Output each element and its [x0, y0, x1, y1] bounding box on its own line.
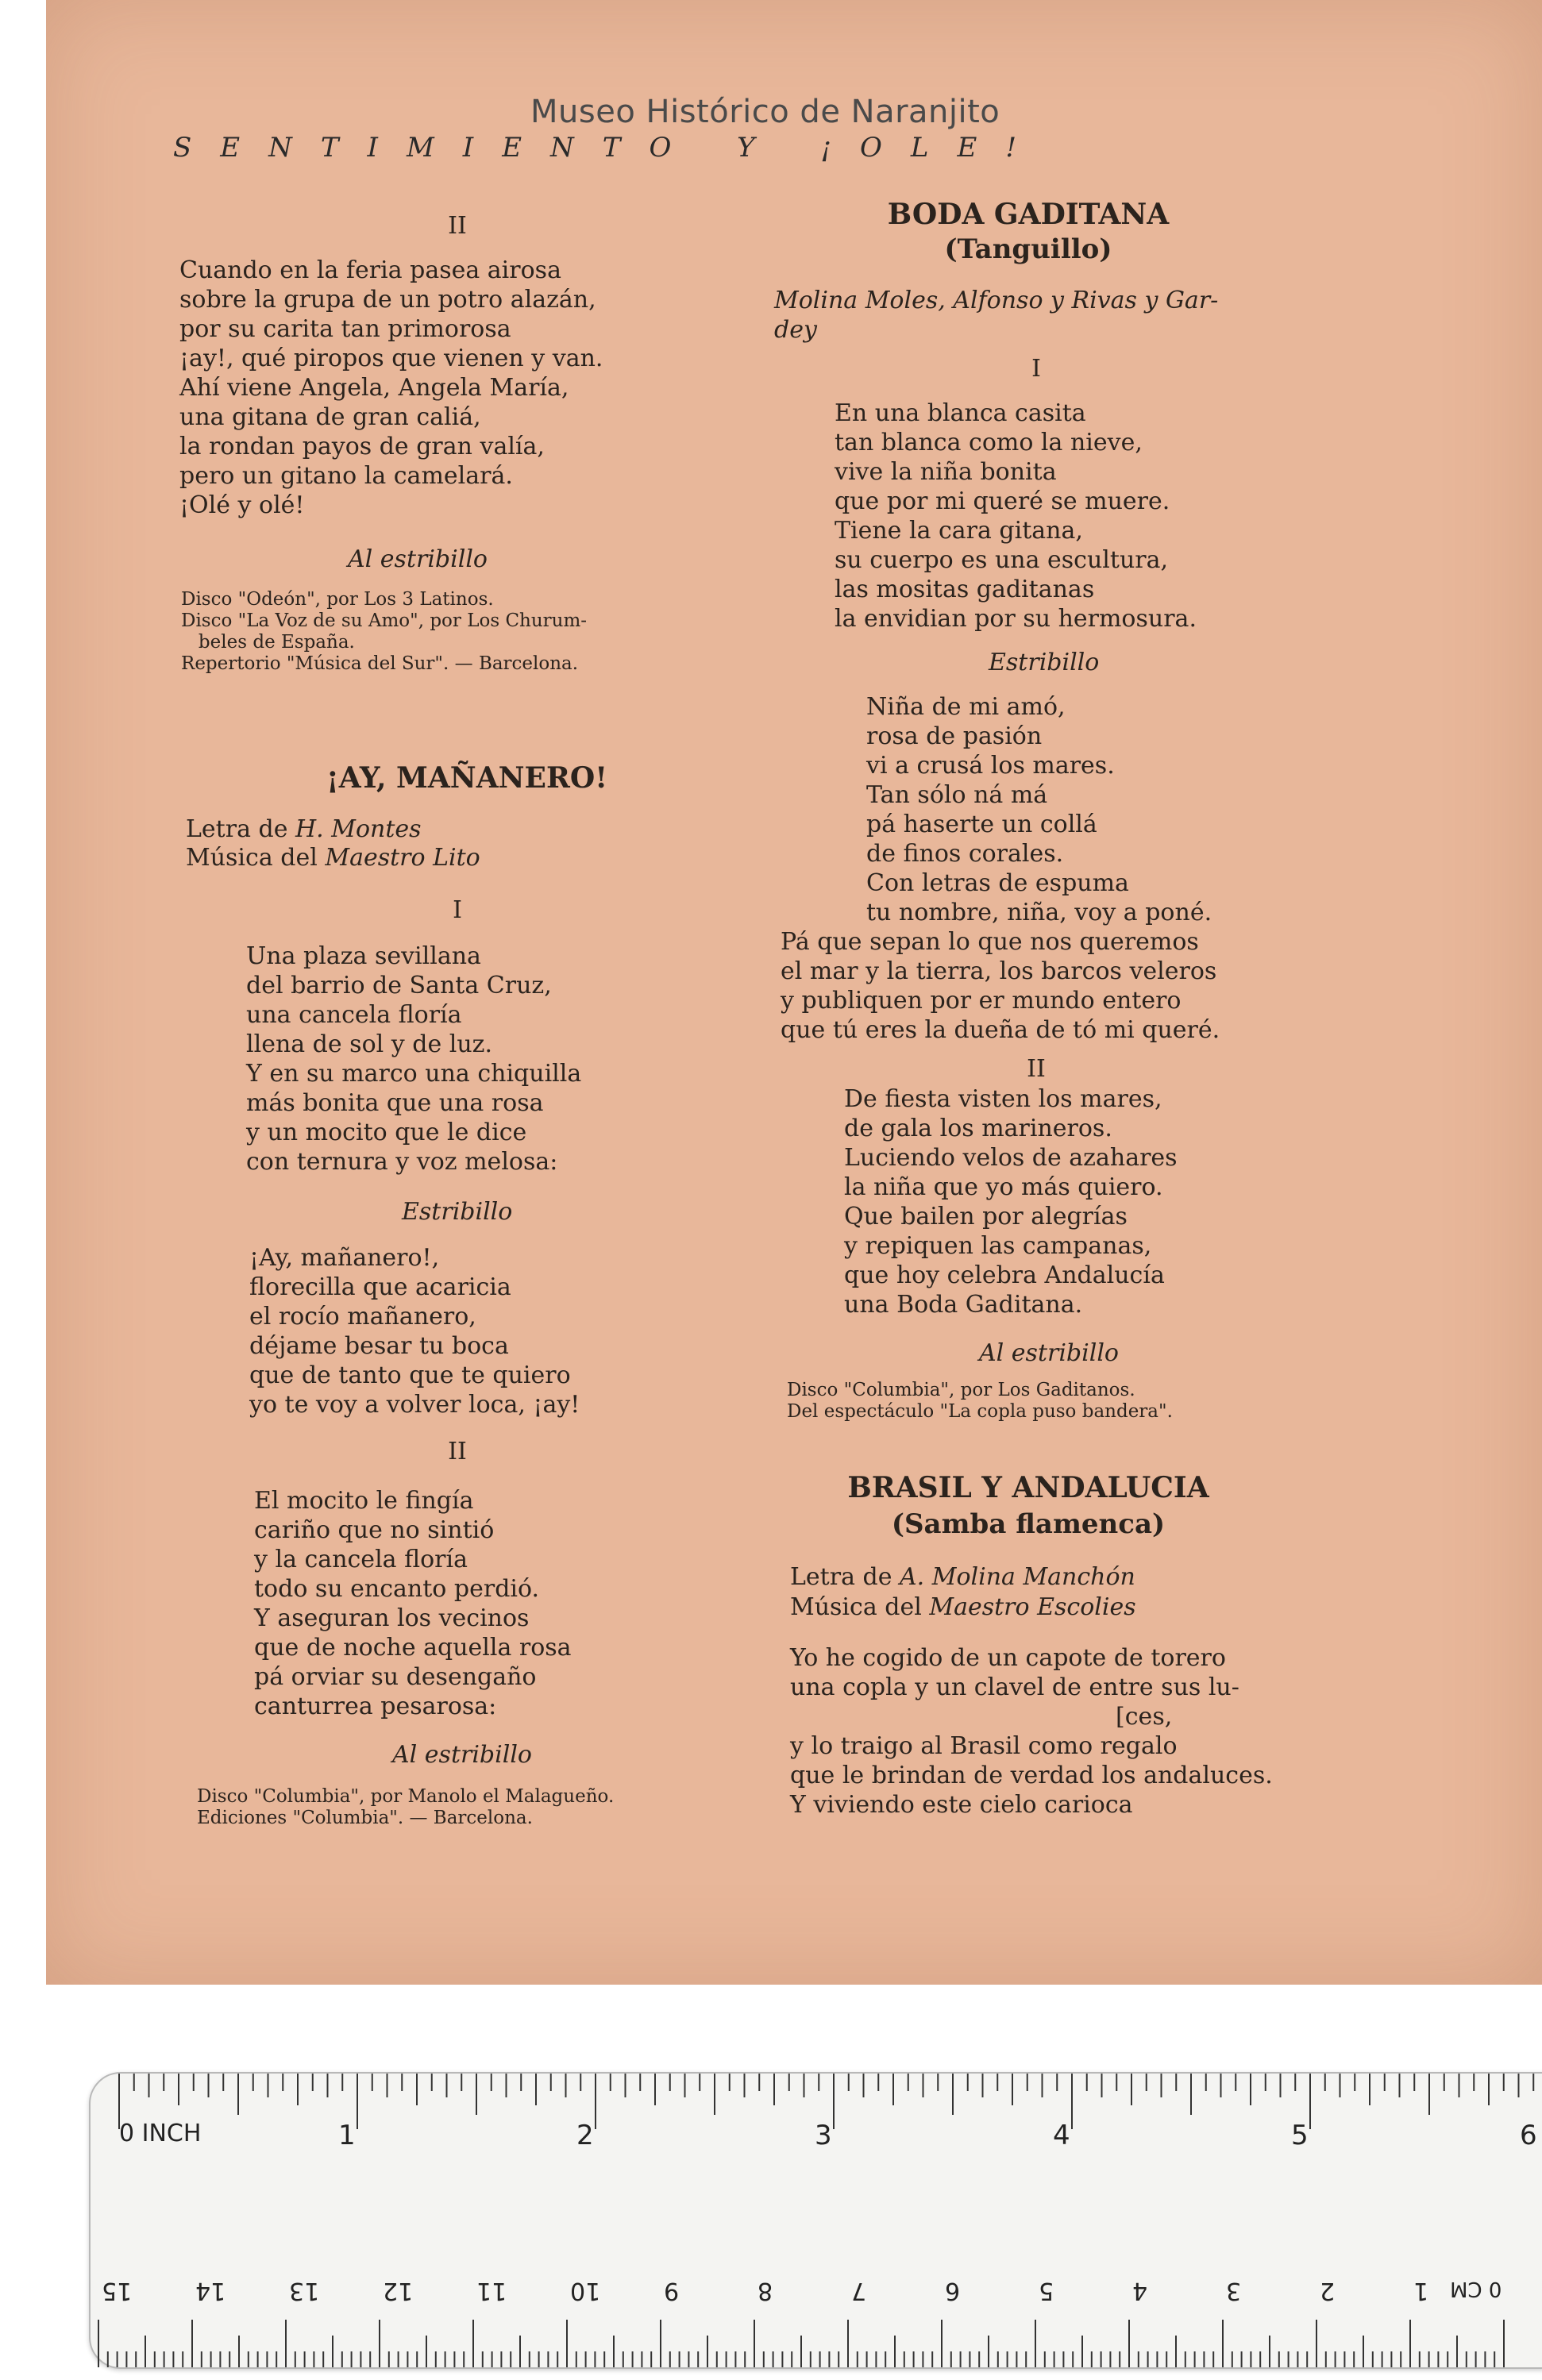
section-number: II [1027, 1055, 1046, 1083]
song-subtitle: (Tanguillo) [944, 233, 1112, 265]
composer-line: Música del Maestro Escolies [790, 1593, 1136, 1621]
cm-number: 9 [664, 2277, 680, 2305]
cm-number: 2 [1320, 2277, 1336, 2305]
estribillo-note: Al estribillo [348, 545, 488, 573]
inch-label: 0 INCH [119, 2120, 202, 2147]
song-verse: Una plaza sevillana del barrio de Santa Cruz, una cancela floría llena de sol y de luz. Y en su marco una chiquilla más bonita que una rosa y un mocito que le dice con ternura y voz melosa: [246, 942, 582, 1176]
estribillo-note: Al estribillo [979, 1339, 1119, 1367]
inch-number: 4 [1053, 2120, 1070, 2151]
song-verse: En una blanca casita tan blanca como la nieve, vive la niña bonita que por mi queré se muere. Tiene la cara gitana, su cuerpo es una escultura, las mositas gaditanas la envidian por su hermosura. [835, 399, 1197, 633]
cm-label: 0 CM [1450, 2277, 1502, 2301]
ruler-ticks [91, 2074, 1542, 2367]
song-verse: De fiesta visten los mares, de gala los marineros. Luciendo velos de azahares la niña que yo más quiero. Que bailen por alegrías y repiquen las campanas, que hoy celebra Andalucía una Boda Gaditana. [844, 1085, 1178, 1319]
running-header: SENTIMIENTO Y ¡OLE! [173, 132, 1045, 164]
cm-number: 12 [383, 2277, 414, 2305]
song-title: BODA GADITANA [887, 198, 1170, 231]
song-verse: Yo he cogido de un capote de torero una copla y un clavel de entre sus lu- [ces, y lo traigo al Brasil como regalo que le brindan de verdad los andaluces. Y viviendo este cielo carioca [790, 1644, 1273, 1819]
section-number: I [1031, 355, 1041, 383]
cm-number: 5 [1039, 2277, 1054, 2305]
record-credits: Disco "Columbia", por Manolo el Malagueño. Ediciones "Columbia". — Barcelona. [197, 1786, 615, 1828]
cm-number: 11 [476, 2277, 507, 2305]
record-credits: Disco "Odeón", por Los 3 Latinos. Disco "La Voz de su Amo", por Los Churum- beles de España. Repertorio "Música del Sur". — Barcelona. [181, 589, 588, 674]
song-subtitle: (Samba flamenca) [891, 1508, 1166, 1540]
song-verse: Cuando en la feria pasea airosa sobre la grupa de un potro alazán, por su carita tan primorosa ¡ay!, qué piropos que vienen y van. Ahí viene Angela, Angela María, una gitana de gran caliá, la rondan payos de gran valía, pero un gitano la camelará. ¡Olé y olé! [179, 256, 603, 519]
song-title: ¡AY, MAÑANERO! [326, 761, 608, 795]
song-verse: El mocito le fingía cariño que no sintió y la cancela floría todo su encanto perdió. Y aseguran los vecinos que de noche aquella rosa pá orviar su desengaño canturrea pesarosa: [254, 1487, 572, 1720]
song-authors: Molina Moles, Alfonso y Rivas y Gar- dey [774, 287, 1219, 344]
song-chorus-continued: Pá que sepan lo que nos queremos el mar y la tierra, los barcos veleros y publiquen por er mundo entero que tú eres la dueña de tó mi queré. [781, 928, 1220, 1044]
inch-number: 1 [338, 2120, 356, 2151]
cm-number: 10 [570, 2277, 601, 2305]
cm-number: 3 [1226, 2277, 1242, 2305]
song-chorus: Niña de mi amó, rosa de pasión vi a crusá los mares. Tan sólo ná má pá haserte un collá de finos corales. Con letras de espuma tu nombre, niña, voy a poné. [866, 693, 1212, 926]
estribillo-label: Estribillo [989, 649, 1100, 676]
song-chorus: ¡Ay, mañanero!, florecilla que acaricia el rocío mañanero, déjame besar tu boca que de tanto que te quiero yo te voy a volver loca, ¡ay! [249, 1244, 580, 1419]
estribillo-label: Estribillo [402, 1198, 513, 1226]
record-credits: Disco "Columbia", por Los Gaditanos. Del espectáculo "La copla puso bandera". [787, 1380, 1173, 1422]
cm-number: 14 [195, 2277, 226, 2305]
cm-number: 6 [945, 2277, 961, 2305]
composer-line: Música del Maestro Lito [186, 844, 480, 872]
inch-number: 3 [815, 2120, 832, 2151]
inch-number: 5 [1291, 2120, 1309, 2151]
inch-number: 6 [1520, 2120, 1537, 2151]
section-number: I [453, 896, 462, 924]
cm-number: 1 [1413, 2277, 1429, 2305]
lyricist-line: Letra de H. Montes [186, 815, 422, 843]
song-title: BRASIL Y ANDALUCIA [847, 1471, 1209, 1504]
inch-number: 2 [576, 2120, 594, 2151]
section-number: II [448, 1438, 467, 1465]
cm-number: 8 [758, 2277, 773, 2305]
lyricist-line: Letra de A. Molina Manchón [790, 1563, 1135, 1591]
cm-number: 4 [1132, 2277, 1148, 2305]
cm-number: 15 [102, 2277, 133, 2305]
watermark: Museo Histórico de Naranjito [530, 94, 1000, 130]
cm-number: 13 [289, 2277, 320, 2305]
estribillo-note: Al estribillo [392, 1741, 532, 1769]
section-number: II [448, 212, 467, 240]
measuring-ruler [89, 2072, 1542, 2369]
cm-number: 7 [851, 2277, 867, 2305]
